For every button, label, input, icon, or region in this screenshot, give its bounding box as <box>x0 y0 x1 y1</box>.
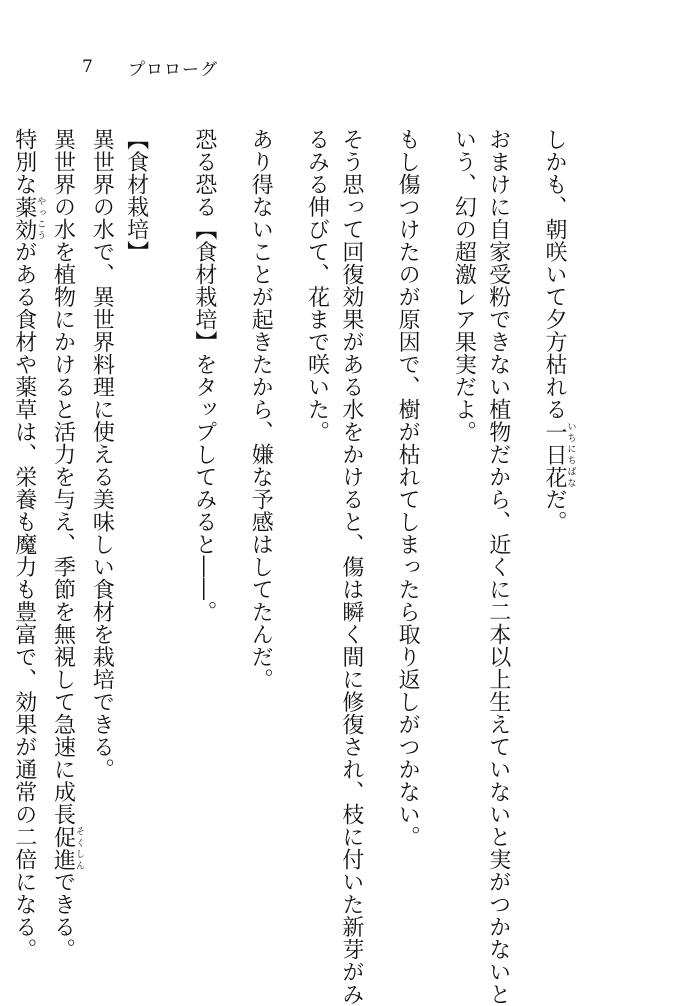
text-line: もし傷つけたのが原因で、樹が枯れてしまったら取り返しがつかない。 <box>395 128 421 848</box>
ruby-base: 薬効 <box>11 195 37 241</box>
ruby-annotation <box>11 195 46 241</box>
text-segment: 特別な <box>11 128 37 196</box>
ruby-text: そくしん <box>74 825 85 871</box>
text-line: あり得ないことが起きたから、嫌な予感はしてたんだ。 <box>248 128 274 691</box>
ruby-base: 促進 <box>50 825 76 871</box>
text-line <box>537 128 593 958</box>
ruby-annotation <box>542 420 576 489</box>
page-number: 7 <box>82 57 94 77</box>
text-segment: がある食材や薬草は、栄養も魔力も豊富で、効果が通常の二倍になる。 <box>11 240 37 961</box>
ruby-annotation <box>50 825 85 871</box>
body-text <box>0 128 593 1006</box>
section-heading: 【食材栽培】 <box>123 128 149 263</box>
text-segment: できる。 <box>50 870 76 961</box>
text-line: そう思って回復効果がある水をかけると、傷は瞬く間に修復され、枝に付いた新芽がみ <box>338 128 364 1006</box>
text-line <box>6 128 46 961</box>
ruby-text: やっこう <box>35 195 46 241</box>
ruby-base: 一日花 <box>542 420 567 488</box>
paragraph-gap <box>153 128 187 958</box>
text-line: るみる伸びて、花まで咲いた。 <box>304 128 330 443</box>
running-title: プロローグ <box>128 59 218 80</box>
text-segment: だ。 <box>542 488 567 533</box>
text-segment: しかも、朝咲いて夕方枯れる <box>542 128 567 421</box>
text-line: おまけに自家受粉できない植物だから、近くに二本以上生えていないと実がつかないと <box>485 128 511 1006</box>
text-line: 恐る恐る【食材栽培】をタップしてみると――。 <box>191 128 217 623</box>
text-line <box>45 128 85 961</box>
text-line: いう、幻の超激レア果実だよ。 <box>451 128 477 443</box>
text-segment: 異世界の水を植物にかけると活力を与え、季節を無視して急速に成長 <box>50 128 76 826</box>
text-line: 異世界の水で、異世界料理に使える美味しい食材を栽培できる。 <box>89 128 115 781</box>
ruby-text: いちにちばな <box>565 420 576 488</box>
page-header <box>82 52 218 82</box>
